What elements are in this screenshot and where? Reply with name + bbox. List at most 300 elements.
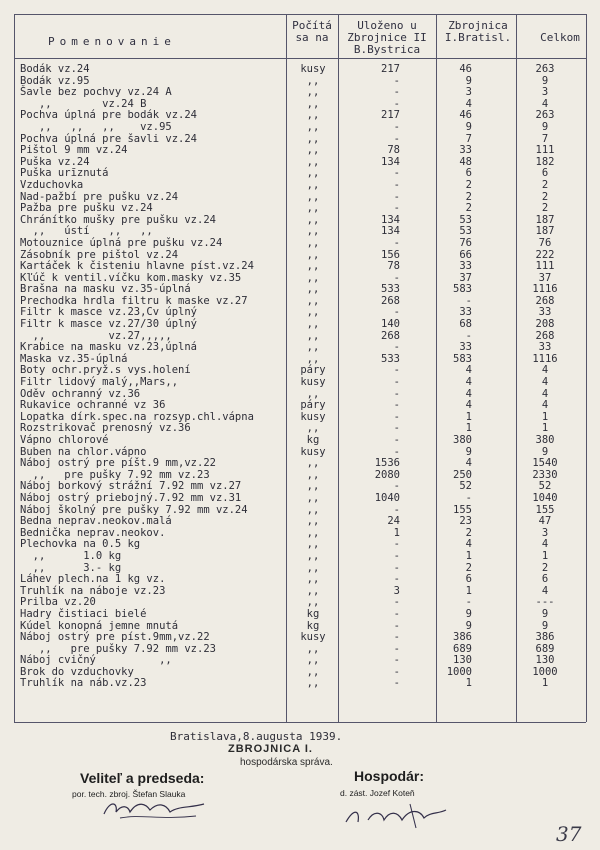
item-unit: ,, [306, 132, 320, 145]
item-stored-ba: 1 [465, 410, 472, 423]
item-total: 2 [541, 561, 549, 574]
item-total: --- [535, 596, 555, 609]
rule-top [14, 14, 586, 15]
item-stored-ba: 4 [465, 457, 472, 470]
item-total: 187 [535, 225, 555, 238]
item-stored-ba: 2 [465, 526, 472, 539]
item-total: 1000 [532, 665, 558, 678]
item-total: 6 [541, 167, 549, 180]
item-unit: ,, [306, 318, 320, 331]
item-name: Náboj školný pre pušky 7.92 mm vz.24 [20, 503, 248, 516]
item-total: 380 [535, 434, 555, 446]
item-name: Pažba pre pušku vz.24 [20, 202, 153, 215]
item-stored-bb: 78 [387, 260, 400, 273]
item-stored-ba: 2 [465, 178, 472, 191]
item-stored-bb: - [393, 596, 400, 609]
item-stored-ba: 3 [465, 86, 472, 99]
item-stored-bb: - [393, 190, 400, 203]
item-total: 1540 [532, 457, 558, 470]
item-stored-bb: 533 [381, 352, 400, 365]
item-stored-bb: 2080 [374, 468, 400, 481]
item-stored-bb: - [393, 167, 400, 180]
item-stored-bb: - [393, 677, 400, 690]
item-unit: páry [300, 364, 326, 377]
item-name: Nad-pažbí pre pušku vz.24 [20, 190, 179, 203]
steward-title: Hospodár: [354, 768, 424, 784]
item-total: 9 [541, 74, 549, 87]
header-stored-bb-label: Zbrojnice II B.Bystrica [347, 31, 427, 56]
item-stored-bb: - [393, 665, 400, 678]
item-stored-ba: 2 [465, 561, 472, 574]
item-total: 4 [541, 399, 549, 412]
item-stored-bb: - [393, 376, 400, 389]
item-stored-bb: - [393, 178, 400, 191]
item-stored-bb: - [393, 503, 400, 516]
item-stored-ba: 250 [453, 468, 472, 481]
item-name: Brašna na masku vz.35-úplná [20, 283, 191, 296]
header-stored-bb [340, 20, 434, 56]
item-unit: ,, [306, 329, 320, 342]
item-total: 263 [535, 109, 555, 122]
item-stored-ba: 76 [459, 236, 472, 249]
item-stored-bb: 268 [381, 329, 400, 342]
item-total: 33 [538, 341, 552, 354]
item-stored-ba: 7 [465, 132, 472, 145]
item-stored-bb: 134 [381, 155, 400, 168]
item-stored-bb: 533 [381, 283, 400, 296]
item-stored-ba: 1 [465, 549, 472, 562]
item-name: ,, 1.0 kg [20, 549, 122, 562]
item-unit: ,, [306, 549, 320, 562]
item-total: 1040 [532, 491, 558, 504]
rule-bottom [14, 722, 586, 723]
item-stored-ba: 4 [465, 538, 472, 551]
item-unit: kusy [300, 631, 326, 644]
item-total: 9 [541, 607, 549, 620]
item-name: Náboj borkový strážní 7.92 mm vz.27 [20, 480, 242, 493]
item-unit: ,, [306, 515, 320, 528]
item-unit: ,, [306, 503, 320, 516]
item-unit: ,, [306, 480, 320, 493]
item-unit: ,, [306, 283, 320, 296]
item-total: 111 [535, 144, 555, 157]
item-total: 4 [541, 387, 549, 400]
item-name: Maska vz.35-úplná [20, 352, 128, 365]
item-stored-bb: - [393, 538, 400, 551]
item-unit: ,, [306, 294, 320, 307]
table-row [0, 551, 600, 563]
item-total: 9 [541, 120, 549, 133]
item-name: Filtr k masce vz.27/30 úplný [20, 318, 198, 331]
item-name: Zásobník pre pištol vz.24 [20, 248, 179, 261]
item-total: 263 [535, 63, 555, 75]
commander-title: Veliteľ a predseda: [80, 770, 205, 786]
item-stored-bb: - [393, 364, 400, 377]
table-row [0, 168, 600, 180]
item-total: 386 [535, 631, 555, 644]
item-name: Puška urīznutá [20, 167, 109, 180]
table-row [0, 203, 600, 215]
item-total: 7 [541, 132, 549, 145]
item-unit: ,, [306, 538, 320, 551]
header-name: Pomenovanie [48, 35, 176, 48]
item-unit: ,, [306, 596, 320, 609]
item-name: Pochva úplná pre šavli vz.24 [20, 132, 198, 145]
item-name: Chránítko mušky pre pušku vz.24 [20, 213, 216, 226]
item-total: 1 [541, 677, 549, 690]
item-name: Prechodka hrdla filtru k maske vz.27 [20, 294, 248, 307]
table-row [0, 493, 600, 505]
item-stored-bb: - [393, 341, 400, 354]
item-stored-ba: 1000 [446, 665, 472, 678]
item-name: Filtr k masce vz.23,Cv úplný [20, 306, 198, 319]
item-stored-bb: - [393, 422, 400, 435]
item-unit: ,, [306, 306, 320, 319]
item-stored-ba: 48 [459, 155, 472, 168]
item-stored-ba: 4 [465, 364, 472, 377]
item-unit: ,, [306, 352, 320, 365]
item-stored-bb: - [393, 561, 400, 574]
table-row [0, 632, 600, 644]
item-total: 2 [541, 178, 549, 191]
item-name: Vzduchovka [20, 178, 84, 191]
item-name: Šavle bez pochvy vz.24 A [20, 86, 172, 99]
item-total: 4 [541, 376, 549, 389]
item-stored-ba: 33 [459, 260, 472, 273]
item-stored-ba: 53 [459, 213, 472, 226]
item-stored-ba: 155 [453, 503, 472, 516]
item-stored-bb: 134 [381, 213, 400, 226]
item-name: ,, pre pušky 7.92 mm vz.23 [20, 642, 216, 655]
item-unit: kg [306, 607, 320, 620]
item-stored-bb: - [393, 642, 400, 655]
item-name: Oděv ochranný vz.36 [20, 387, 141, 400]
table-row [0, 180, 600, 192]
item-stored-ba: 6 [465, 167, 472, 180]
item-stored-ba: 68 [459, 318, 472, 331]
item-unit: ,, [306, 422, 320, 435]
item-unit: ,, [306, 561, 320, 574]
item-unit: ,, [306, 86, 320, 99]
item-unit: ,, [306, 144, 320, 157]
item-stored-ba: 53 [459, 225, 472, 238]
item-stored-bb: 78 [387, 144, 400, 157]
item-unit: ,, [306, 468, 320, 481]
item-stored-ba: - [465, 329, 472, 342]
item-stored-bb: - [393, 445, 400, 458]
item-stored-ba: 46 [459, 109, 472, 122]
item-total: 2330 [532, 468, 558, 481]
item-total: 1 [541, 549, 549, 562]
item-stored-bb: 1 [393, 526, 400, 539]
item-stored-ba: 33 [459, 341, 472, 354]
item-name: Plechovka na 0.5 kg [20, 538, 141, 551]
item-stored-bb: - [393, 387, 400, 400]
item-name: Lopatka dírk.spec.na rozsyp.chl.vápna [20, 410, 254, 423]
table-row [0, 319, 600, 331]
item-name: Boty ochr.pryž.s vys.holení [20, 364, 191, 377]
item-name: Rukavice ochranné vz 36 [20, 399, 166, 412]
item-name: Láhev plech.na 1 kg vz. [20, 573, 166, 586]
item-name: Truhlík na náb.vz.23 [20, 677, 147, 690]
item-stored-bb: - [393, 120, 400, 133]
item-name: Rozstrikovač prenosný vz.36 [20, 422, 191, 435]
item-name: Brok do vzduchovky [20, 665, 134, 678]
item-name: Puška vz.24 [20, 155, 90, 168]
item-stored-ba: - [465, 491, 472, 504]
item-stored-bb: - [393, 573, 400, 586]
item-stored-bb: - [393, 654, 400, 667]
item-total: 187 [535, 213, 555, 226]
item-stored-ba: 583 [453, 352, 472, 365]
item-unit: ,, [306, 202, 320, 215]
header-unit: Počítá sa na [292, 19, 332, 44]
item-stored-bb: - [393, 619, 400, 632]
item-unit: kusy [300, 376, 326, 389]
item-unit: ,, [306, 213, 320, 226]
item-name: Kartáček k čisteniu hlavne píst.vz.24 [20, 260, 254, 273]
item-stored-ba: 689 [453, 642, 472, 655]
item-total: 4 [541, 364, 549, 377]
item-total: 268 [535, 294, 555, 307]
table-row [0, 609, 600, 621]
item-unit: ,, [306, 260, 320, 273]
item-stored-ba: 1 [465, 677, 472, 690]
item-stored-bb: - [393, 236, 400, 249]
item-stored-bb: - [393, 74, 400, 87]
item-unit: ,, [306, 155, 320, 168]
item-unit: ,, [306, 387, 320, 400]
item-name: Náboj cvičný ,, [20, 654, 172, 667]
item-name: Náboj ostrý priebojný.7.92 mm vz.31 [20, 491, 242, 504]
item-name: ,, ústí ,, ,, [20, 225, 153, 238]
item-name: Krabice na masku vz.23,úplná [20, 341, 198, 354]
item-unit: kusy [300, 63, 326, 75]
item-total: 33 [538, 306, 552, 319]
item-stored-bb: 217 [381, 109, 400, 122]
item-total: 52 [538, 480, 552, 493]
item-total: 4 [541, 538, 549, 551]
item-total: 268 [535, 329, 555, 342]
item-total: 689 [535, 642, 555, 655]
table-row [0, 678, 600, 690]
item-unit: ,, [306, 178, 320, 191]
item-name: Vápno chlorové [20, 434, 109, 446]
item-unit: ,, [306, 654, 320, 667]
table-row [0, 145, 600, 157]
item-stored-bb: 217 [381, 63, 400, 75]
table-row [0, 64, 600, 76]
item-total: 111 [535, 260, 555, 273]
item-total: 4 [541, 97, 549, 110]
item-stored-ba: 46 [459, 63, 472, 75]
item-stored-bb: - [393, 480, 400, 493]
item-unit: ,, [306, 74, 320, 87]
item-stored-bb: - [393, 132, 400, 145]
item-total: 2 [541, 202, 549, 215]
item-total: 1116 [532, 283, 558, 296]
item-stored-ba: 52 [459, 480, 472, 493]
item-unit: ,, [306, 677, 320, 690]
item-stored-bb: - [393, 410, 400, 423]
item-stored-bb: - [393, 549, 400, 562]
item-stored-bb: - [393, 202, 400, 215]
item-stored-bb: - [393, 399, 400, 412]
item-unit: kusy [300, 410, 326, 423]
item-unit: ,, [306, 526, 320, 539]
item-stored-ba: 9 [465, 74, 472, 87]
commander-name: por. tech. zbroj. Štefan Slauka [72, 789, 186, 799]
item-name: Bodák vz.24 [20, 63, 90, 75]
item-name: ,, 3.- kg [20, 561, 122, 574]
item-stored-ba: 380 [453, 434, 472, 446]
item-stored-ba: 583 [453, 283, 472, 296]
item-stored-ba: 4 [465, 387, 472, 400]
item-total: 155 [535, 503, 555, 516]
header-stored-ba: Zbrojnica I.Bratisl. [444, 19, 512, 44]
item-stored-ba: 386 [453, 631, 472, 644]
item-stored-bb: 3 [393, 584, 400, 597]
rule-header [14, 58, 586, 59]
item-name: Bedna neprav.neokov.malá [20, 515, 172, 528]
item-name: Hadry čistiaci bielé [20, 607, 147, 620]
item-total: 182 [535, 155, 555, 168]
item-total: 4 [541, 584, 549, 597]
header-total: Celkom [540, 31, 580, 44]
item-unit: ,, [306, 97, 320, 110]
item-stored-bb: 24 [387, 515, 400, 528]
item-total: 1116 [532, 352, 558, 365]
steward-signature [340, 800, 450, 832]
item-unit: ,, [306, 491, 320, 504]
item-name: ,, pre pušky 7.92 mm vz.23 [20, 468, 210, 481]
table-row [0, 574, 600, 586]
item-total: 2 [541, 190, 549, 203]
item-unit: ,, [306, 457, 320, 470]
item-total: 222 [535, 248, 555, 261]
item-name: Náboj ostrý pre píst.9mm,vz.22 [20, 631, 210, 644]
item-stored-ba: 130 [453, 654, 472, 667]
item-unit: ,, [306, 271, 320, 284]
item-stored-ba: 4 [465, 97, 472, 110]
item-unit: ,, [306, 573, 320, 586]
table-row [0, 238, 600, 250]
header-stored-label: Uloženo u [357, 19, 417, 32]
item-stored-ba: 2 [465, 202, 472, 215]
page-number: 37 [556, 822, 582, 846]
item-unit: kusy [300, 445, 326, 458]
item-stored-bb: - [393, 434, 400, 446]
item-stored-bb: 140 [381, 318, 400, 331]
footer-date: Bratislava,8.augusta 1939. [170, 730, 343, 743]
item-name: Motouznice úplná pre pušku vz.24 [20, 236, 223, 249]
item-name: Bednička neprav.neokov. [20, 526, 166, 539]
item-name: ,, vz.27,,,,, [20, 329, 172, 342]
stamp-economy: hospodárska správa. [240, 757, 333, 768]
item-name: Kúdel konopná jemne mnutá [20, 619, 179, 632]
item-unit: ,, [306, 120, 320, 133]
item-name: Kľúč k ventil.víčku kom.masky vz.35 [20, 271, 242, 284]
item-stored-bb: - [393, 271, 400, 284]
item-unit: ,, [306, 109, 320, 122]
item-stored-bb: - [393, 607, 400, 620]
item-stored-ba: 6 [465, 573, 472, 586]
item-unit: páry [300, 399, 326, 412]
item-name: Pištol 9 mm vz.24 [20, 144, 128, 157]
item-stored-ba: 1 [465, 422, 472, 435]
item-stored-ba: 23 [459, 515, 472, 528]
item-total: 130 [535, 654, 555, 667]
item-unit: ,, [306, 341, 320, 354]
table-row [0, 377, 600, 389]
item-stored-ba: 66 [459, 248, 472, 261]
item-unit: kg [306, 619, 320, 632]
item-stored-bb: - [393, 97, 400, 110]
item-name: Prilba vz.20 [20, 596, 96, 609]
item-stored-bb: 134 [381, 225, 400, 238]
steward-name: d. zást. Jozef Koteň [340, 788, 415, 798]
item-stored-ba: 1 [465, 584, 472, 597]
item-unit: ,, [306, 225, 320, 238]
item-unit: ,, [306, 248, 320, 261]
item-name: Buben na chlor.vápno [20, 445, 147, 458]
item-stored-bb: 1536 [374, 457, 400, 470]
item-name: ,, vz.24 B [20, 97, 147, 110]
item-total: 47 [538, 515, 552, 528]
item-stored-bb: 268 [381, 294, 400, 307]
item-stored-ba: - [465, 294, 472, 307]
item-unit: ,, [306, 642, 320, 655]
item-stored-bb: - [393, 306, 400, 319]
item-name: Filtr lidový malý,,Mars,, [20, 376, 179, 389]
item-stored-ba: 9 [465, 445, 472, 458]
commander-signature [100, 794, 210, 824]
table-row [0, 122, 600, 134]
item-name: ,, ,, ,, vz.95 [20, 120, 172, 133]
item-total: 3 [541, 86, 549, 99]
item-stored-ba: 9 [465, 120, 472, 133]
item-total: 6 [541, 573, 549, 586]
item-total: 9 [541, 445, 549, 458]
item-unit: ,, [306, 584, 320, 597]
item-stored-bb: - [393, 631, 400, 644]
item-total: 9 [541, 619, 549, 632]
item-unit: ,, [306, 665, 320, 678]
item-total: 3 [541, 526, 549, 539]
item-name: Náboj ostrý pre píšt.9 mm,vz.22 [20, 457, 216, 470]
item-total: 37 [538, 271, 552, 284]
item-name: Pochva úplná pre bodák vz.24 [20, 109, 198, 122]
item-stored-ba: 2 [465, 190, 472, 203]
item-stored-bb: 1040 [374, 491, 400, 504]
item-stored-ba: 33 [459, 144, 472, 157]
item-stored-ba: 9 [465, 619, 472, 632]
item-stored-ba: 4 [465, 399, 472, 412]
table-row [0, 261, 600, 273]
stamp-armory: ZBROJNICA I. [228, 743, 313, 755]
item-unit: ,, [306, 167, 320, 180]
inventory-table [0, 64, 600, 690]
item-stored-ba: 37 [459, 271, 472, 284]
item-stored-ba: 33 [459, 306, 472, 319]
item-unit: ,, [306, 190, 320, 203]
item-total: 1 [541, 422, 549, 435]
item-stored-ba: 4 [465, 376, 472, 389]
item-total: 208 [535, 318, 555, 331]
item-total: 1 [541, 410, 549, 423]
item-stored-bb: 156 [381, 248, 400, 261]
item-unit: kg [306, 434, 320, 446]
